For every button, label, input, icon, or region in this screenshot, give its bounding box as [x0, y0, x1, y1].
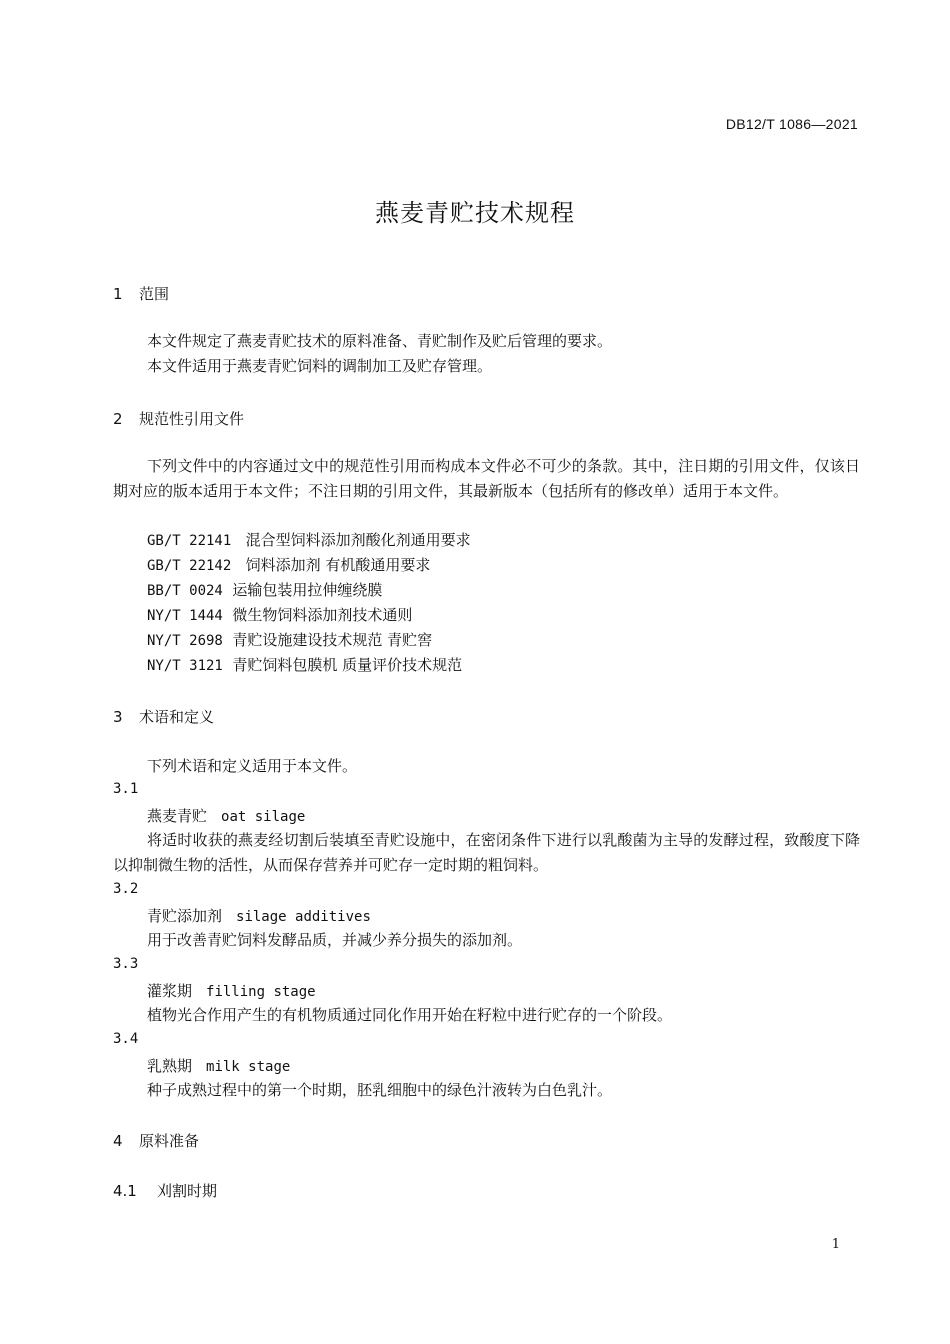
- paragraph-intro: 下列术语和定义适用于本文件。: [147, 757, 358, 775]
- section-heading-normative-references: [113, 408, 244, 429]
- term-heading: [147, 805, 305, 826]
- section-number: 2: [113, 410, 123, 428]
- term-zh: 乳熟期: [147, 1057, 193, 1075]
- reference-item: [147, 604, 412, 625]
- term-definition: 种子成熟过程中的第一个时期，胚乳细胞中的绿色汁液转为白色乳汁。: [147, 1081, 613, 1099]
- section-heading-terms: [113, 706, 214, 727]
- term-number: 3.1: [113, 781, 139, 797]
- document-number: DB12/T 1086—2021: [725, 116, 858, 132]
- term-number: 3.4: [113, 1031, 139, 1047]
- reference-code: GB/T 22141: [147, 533, 232, 549]
- section-title: 规范性引用文件: [139, 410, 245, 428]
- section-number: 1: [113, 285, 123, 303]
- page-number: 1: [831, 1237, 840, 1252]
- paragraph: 本文件适用于燕麦青贮饲料的调制加工及贮存管理。: [147, 357, 493, 375]
- reference-name: 青贮设施建设技术规范 青贮窖: [232, 631, 433, 649]
- reference-code: GB/T 22142: [147, 558, 232, 574]
- term-zh: 灌浆期: [147, 982, 193, 1000]
- term-definition: 将适时收获的燕麦经切割后装填至青贮设施中，在密闭条件下进行以乳酸菌为主导的发酵过程，致酸度下降以抑制微生物的活性，从而保存营养并可贮存一定时期的粗饲料。: [113, 831, 860, 874]
- reference-item: [147, 554, 430, 575]
- section-title: 范围: [139, 285, 170, 303]
- reference-item: [147, 579, 382, 600]
- term-heading: [147, 1055, 290, 1076]
- section-number: 4: [113, 1132, 123, 1150]
- term-en: oat silage: [221, 809, 306, 825]
- reference-name: 运输包装用拉伸缠绕膜: [232, 581, 383, 599]
- section-heading-raw-materials: [113, 1130, 199, 1151]
- reference-code: NY/T 3121: [147, 658, 223, 674]
- term-definition: 用于改善青贮饲料发酵品质，并减少养分损失的添加剂。: [147, 931, 523, 949]
- term-en: milk stage: [206, 1059, 291, 1075]
- reference-name: 饲料添加剂 有机酸通用要求: [245, 556, 431, 574]
- subsection-title: 刈割时期: [157, 1182, 218, 1200]
- reference-code: NY/T 1444: [147, 608, 223, 624]
- reference-item: [147, 529, 471, 550]
- term-zh: 燕麦青贮: [147, 807, 208, 825]
- section-number: 3: [113, 708, 123, 726]
- reference-name: 青贮饲料包膜机 质量评价技术规范: [232, 656, 463, 674]
- reference-name: 混合型饲料添加剂酸化剂通用要求: [245, 531, 471, 549]
- reference-item: [147, 654, 462, 675]
- term-heading: [147, 980, 316, 1001]
- term-number: 3.3: [113, 956, 139, 972]
- term-number: 3.2: [113, 881, 139, 897]
- term-definition: 植物光合作用产生的有机物质通过同化作用开始在籽粒中进行贮存的一个阶段。: [147, 1006, 673, 1024]
- term-zh: 青贮添加剂: [147, 907, 223, 925]
- subsection-heading-harvest-time: [113, 1180, 217, 1201]
- subsection-number: 4.1: [113, 1182, 137, 1200]
- term-heading: [147, 905, 371, 926]
- paragraph-intro: 下列文件中的内容通过文中的规范性引用而构成本文件必不可少的条款。其中，注日期的引用文件，仅该日期对应的版本适用于本文件；不注日期的引用文件，其最新版本（包括所有的修改单）适用于本文件。: [113, 457, 860, 500]
- reference-code: NY/T 2698: [147, 633, 223, 649]
- paragraph: 本文件规定了燕麦青贮技术的原料准备、青贮制作及贮后管理的要求。: [147, 332, 613, 350]
- reference-item: [147, 629, 432, 650]
- term-en: silage additives: [236, 909, 371, 925]
- document-title: 燕麦青贮技术规程: [375, 199, 575, 227]
- section-title: 原料准备: [139, 1132, 200, 1150]
- section-title: 术语和定义: [139, 708, 215, 726]
- term-en: filling stage: [206, 984, 316, 1000]
- reference-name: 微生物饲料添加剂技术通则: [232, 606, 413, 624]
- section-heading-scope: [113, 283, 169, 304]
- reference-code: BB/T 0024: [147, 583, 223, 599]
